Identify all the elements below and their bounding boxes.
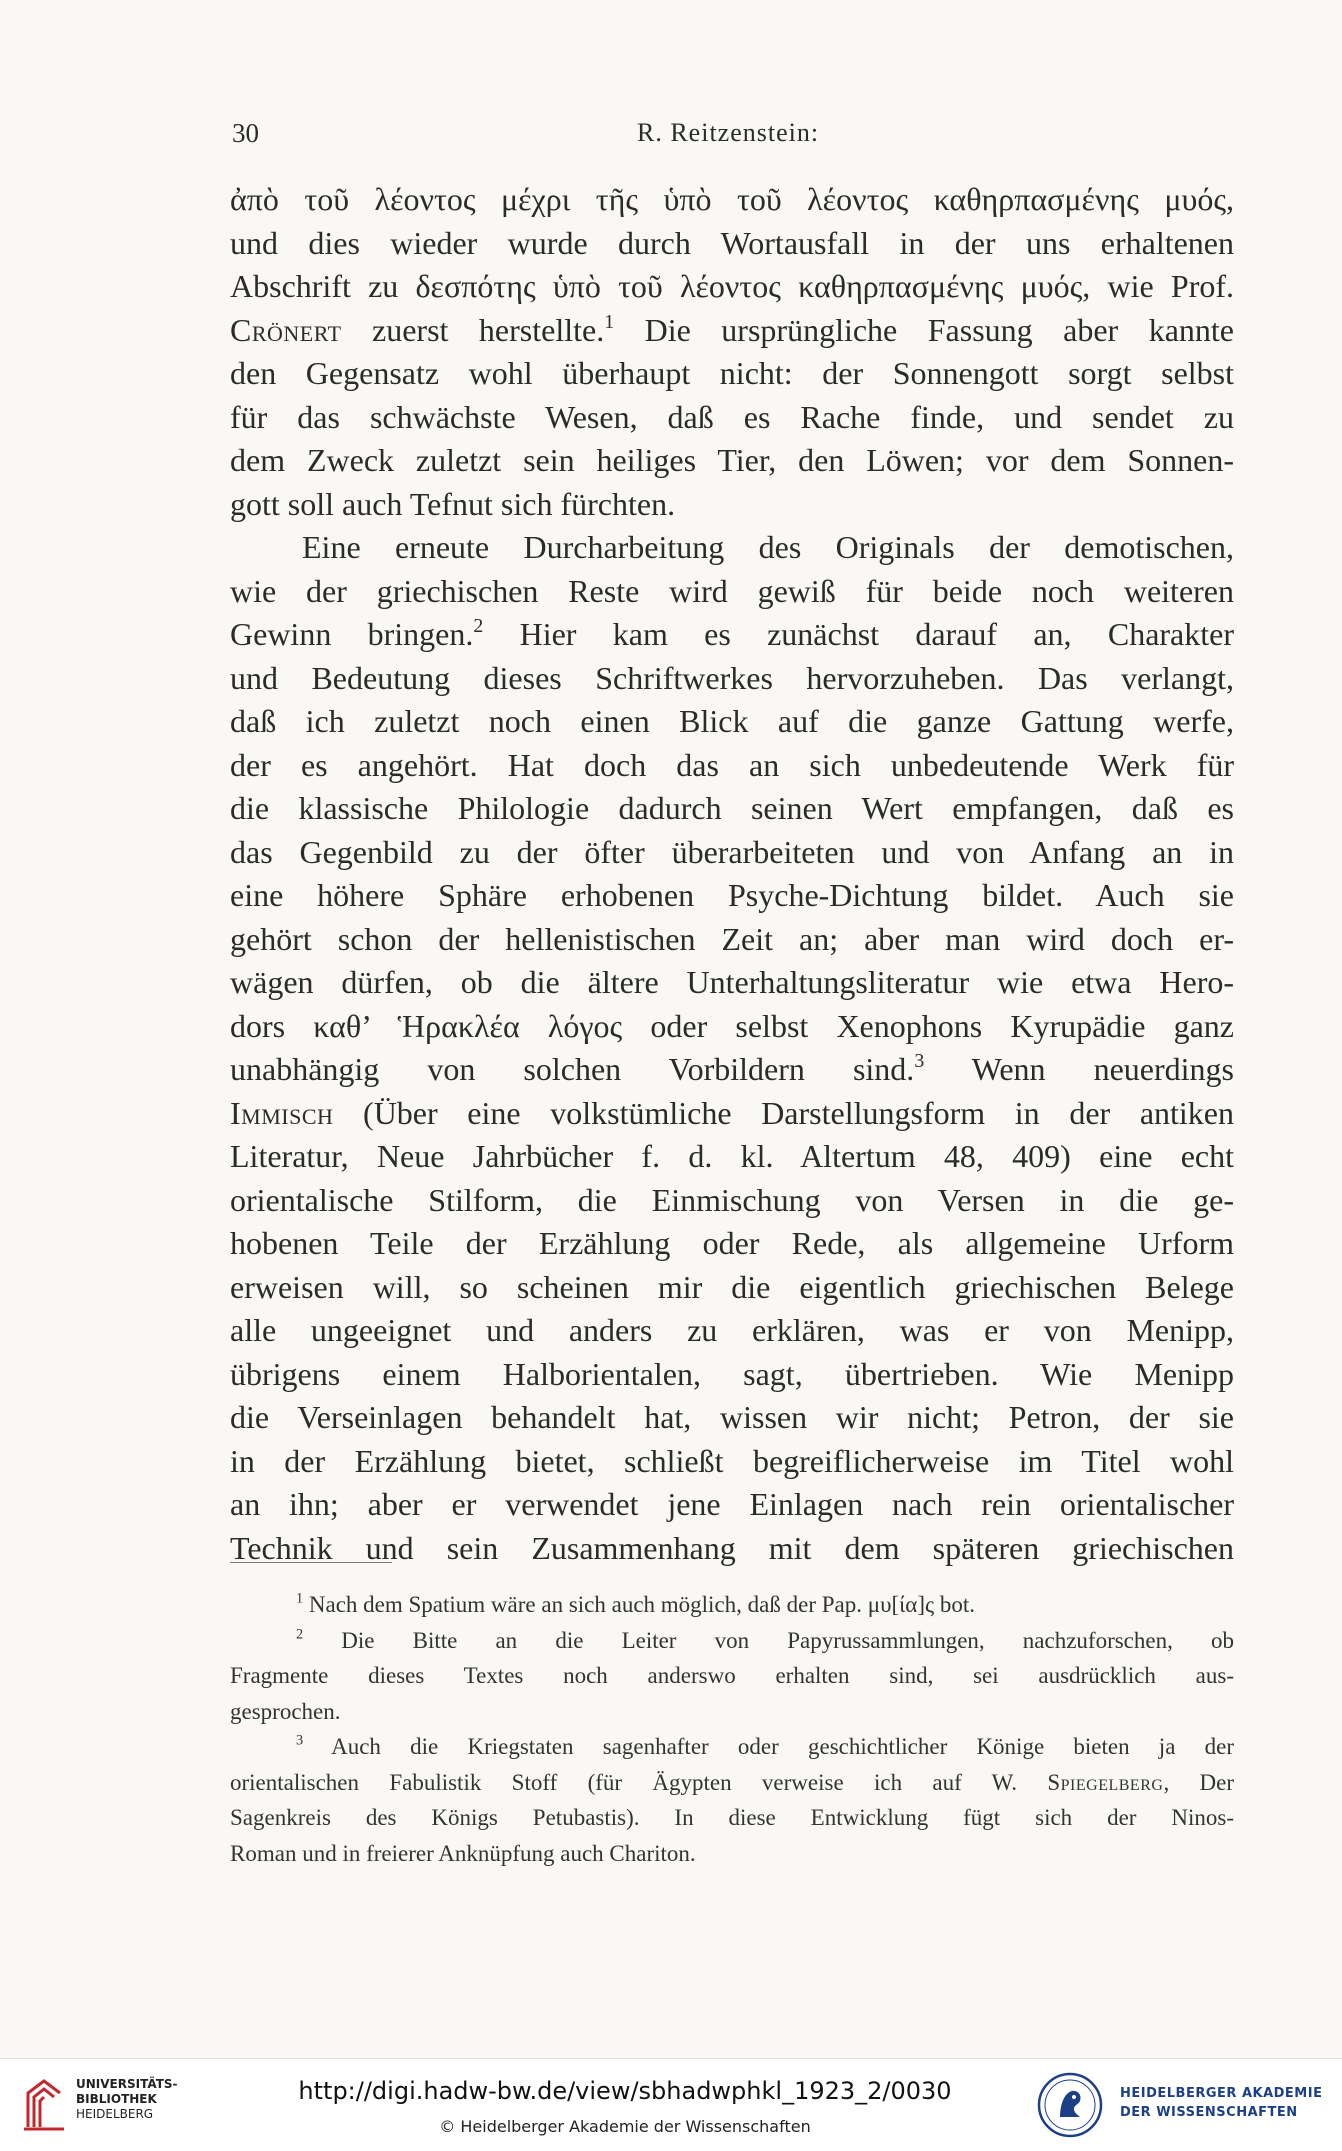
- footnote-2: $^2$ Die Bitte an die Leiter von Papyrussammlungen, nachzuforschen, ob: [296, 1626, 1234, 1653]
- author-name: Crönert: [230, 311, 342, 348]
- footnote-divider: [230, 1562, 392, 1563]
- text-line: Crönert zuerst herstellte.$^1$ Die ursprüngliche Fassung aber kannte: [230, 310, 1235, 348]
- text-line: unabhängig von solchen Vorbildern sind.$^3$ Wenn neuerdings: [230, 1050, 1235, 1087]
- permalink-url[interactable]: http://digi.hadw-bw.de/view/sbhadwphkl_1923_2/0030: [298, 2077, 952, 2105]
- text-line: daß ich zuletzt noch einen Blick auf die ganze Gattung werfe,: [230, 703, 1234, 739]
- footnote-mark: 1: [296, 1590, 304, 1607]
- main-text: [230, 178, 1234, 1570]
- footnote-1: $^1$ Nach dem Spatium wäre an sich auch möglich, daß der Pap. μυ[ία]ς bot.: [296, 1590, 976, 1617]
- text-line: gott soll auch Tefnut sich fürchten.: [230, 485, 676, 522]
- paragraph-1: [230, 178, 1234, 526]
- academy-seal-icon[interactable]: [1036, 2071, 1104, 2139]
- text-line: das Gegenbild zu der öfter überarbeiteten und von Anfang an in: [230, 833, 1234, 870]
- author-name: Immisch: [230, 1094, 334, 1131]
- text-line: wie der griechischen Reste wird gewiß für beide noch weiteren: [230, 572, 1234, 609]
- footnote-ref: 3: [914, 1050, 925, 1073]
- text-line: Abschrift zu δεσπότης ὑπὸ τοῦ λέοντος καθηρπασμένης μυός, wie Prof.: [230, 268, 1234, 304]
- text-line: eine höhere Sphäre erhobenen Psyche-Dichtung bildet. Auch sie: [230, 877, 1234, 913]
- text-line: für das schwächste Wesen, daß es Rache finde, und sendet zu: [230, 398, 1234, 435]
- text-line: übrigens einem Halborientalen, sagt, übertrieben. Wie Menipp: [230, 1355, 1234, 1392]
- text-line: dem Zweck zuletzt sein heiliges Tier, den Löwen; vor dem Sonnen-: [230, 442, 1234, 478]
- academy-name: HEIDELBERGER AKADEMIE DER WISSENSCHAFTEN: [1120, 2086, 1323, 2120]
- text-line: hobenen Teile der Erzählung oder Rede, als allgemeine Urform: [230, 1225, 1234, 1261]
- text-line: die klassische Philologie dadurch seinen Wert empfangen, daß es: [230, 790, 1234, 826]
- text-line: in der Erzählung bietet, schließt begreiflicherweise im Titel wohl: [230, 1442, 1234, 1479]
- text-line: erweisen will, so scheinen mir die eigentlich griechischen Belege: [230, 1268, 1234, 1305]
- text-line: wägen dürfen, ob die ältere Unterhaltungsliteratur wie etwa Hero-: [230, 964, 1234, 1000]
- running-header: [232, 118, 1232, 158]
- author-name: Spiegelberg: [1047, 1769, 1164, 1795]
- text-line: Gewinn bringen.$^2$ Hier kam es zunächst darauf an, Charakter: [230, 615, 1234, 652]
- footnote-line: Sagenkreis des Königs Petubastis). In diese Entwicklung fügt sich der Ninos-: [230, 1805, 1234, 1830]
- text-line: Immisch (Über eine volkstümliche Darstellungsform in der antiken: [230, 1094, 1234, 1131]
- footnotes: [230, 1587, 1234, 1871]
- footnote-ref: 1: [604, 310, 615, 333]
- footnote-line: Fragmente dieses Textes noch anderswo erhalten sind, sei ausdrücklich aus-: [230, 1663, 1234, 1688]
- university-library-logo-icon[interactable]: [22, 2075, 66, 2133]
- paragraph-2: [230, 526, 1234, 1570]
- university-library-name: UNIVERSITÄTS- BIBLIOTHEK HEIDELBERG: [76, 2077, 178, 2121]
- footnote-mark: 2: [296, 1626, 304, 1643]
- copyright-notice: © Heidelberger Akademie der Wissenschaften: [439, 2117, 811, 2136]
- running-head: R. Reitzenstein:: [637, 118, 820, 147]
- text-line: orientalische Stilform, die Einmischung von Versen in die ge-: [230, 1181, 1234, 1218]
- text-line: ἀπὸ τοῦ λέοντος μέχρι τῆς ὑπὸ τοῦ λέοντος καθηρπασμένης μυός,: [230, 181, 1234, 217]
- footnote-line: gesprochen.: [230, 1698, 341, 1724]
- text-line: Technik und sein Zusammenhang mit dem späteren griechischen: [230, 1529, 1234, 1566]
- footnote-3: $^3$ Auch die Kriegstaten sagenhafter oder geschichtlicher Könige bieten ja der: [296, 1732, 1234, 1759]
- footnote-mark: 3: [296, 1732, 304, 1749]
- text-line: Eine erneute Durcharbeitung des Originals der demotischen,: [302, 529, 1234, 565]
- text-line: gehört schon der hellenistischen Zeit an; aber man wird doch er-: [230, 920, 1234, 957]
- text-line: den Gegensatz wohl überhaupt nicht: der Sonnengott sorgt selbst: [230, 355, 1234, 391]
- footnote-ref: 2: [473, 615, 484, 638]
- text-line: alle ungeeignet und anders zu erklären, was er von Menipp,: [230, 1312, 1234, 1348]
- text-line: dors καθ’ Ἡρακλέα λόγος oder selbst Xenophons Kyrupädie ganz: [230, 1007, 1234, 1044]
- text-line: und dies wieder wurde durch Wortausfall in der uns erhaltenen: [230, 224, 1234, 261]
- text-line: an ihn; aber er verwendet jene Einlagen nach rein orientalischer: [230, 1486, 1234, 1522]
- page-number: 30: [232, 118, 259, 148]
- text-line: Literatur, Neue Jahrbücher f. d. kl. Altertum 48, 409) eine echt: [230, 1138, 1234, 1174]
- text-line: die Verseinlagen behandelt hat, wissen wir nicht; Petron, der sie: [230, 1399, 1234, 1435]
- footnote-line: orientalischen Fabulistik Stoff (für Ägypten verweise ich auf W. Spiegelberg, Der: [230, 1769, 1234, 1795]
- text-line: der es angehört. Hat doch das an sich unbedeutende Werk für: [230, 746, 1234, 783]
- text-line: und Bedeutung dieses Schriftwerkes hervorzuheben. Das verlangt,: [230, 659, 1234, 696]
- footnote-line: Roman und in freierer Anknüpfung auch Chariton.: [230, 1840, 696, 1866]
- viewer-footer: [0, 2058, 1342, 2151]
